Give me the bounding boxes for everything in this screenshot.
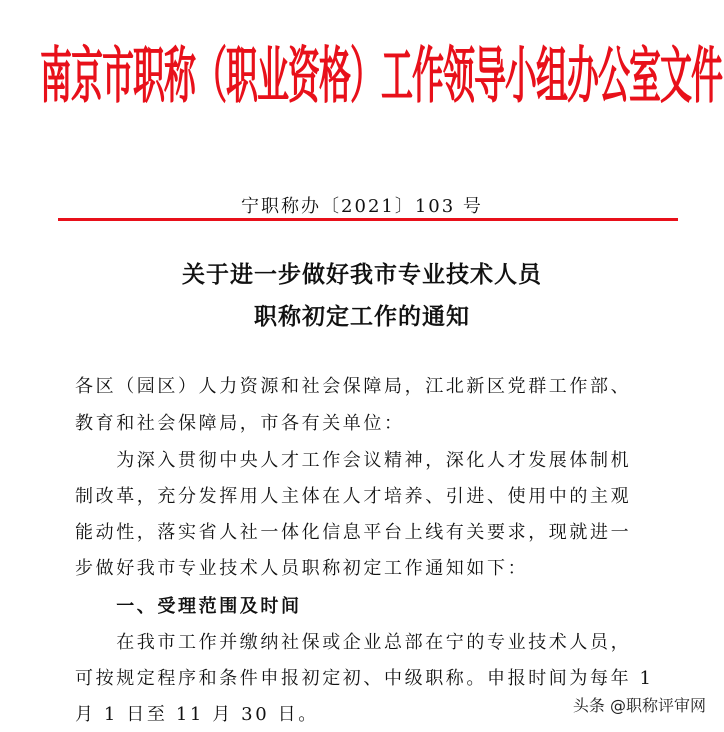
body-line: 制改革，充分发挥用人主体在人才培养、引进、使用中的主观 bbox=[75, 486, 632, 507]
body-line: 能动性，落实省人社一体化信息平台上线有关要求，现就进一 bbox=[75, 522, 632, 543]
red-divider bbox=[58, 218, 678, 221]
watermark: 头条 @职称评审网 bbox=[572, 696, 706, 715]
body-line: 步做好我市专业技术人员职称初定工作通知如下： bbox=[75, 558, 529, 579]
body-line: 为深入贯彻中央人才工作会议精神，深化人才发展体制机 bbox=[75, 450, 632, 471]
section-heading: 一、受理范围及时间 bbox=[75, 596, 302, 617]
title-line-2: 职称初定工作的通知 bbox=[254, 303, 470, 330]
document-number: 宁职称办〔2021〕103 号 bbox=[241, 196, 483, 217]
issuer-header: 南京市职称（职业资格）工作领导小组办公室文件 bbox=[40, 39, 723, 112]
body-line: 可按规定程序和条件申报初定初、中级职称。申报时间为每年 1 bbox=[75, 668, 654, 689]
body-line: 在我市工作并缴纳社保或企业总部在宁的专业技术人员， bbox=[75, 632, 632, 653]
body-line: 月 1 日至 11 月 30 日。 bbox=[75, 704, 319, 725]
body-line: 教育和社会保障局，市各有关单位： bbox=[75, 413, 405, 434]
title-line-1: 关于进一步做好我市专业技术人员 bbox=[182, 261, 542, 288]
body-line: 各区（园区）人力资源和社会保障局，江北新区党群工作部、 bbox=[75, 376, 632, 397]
